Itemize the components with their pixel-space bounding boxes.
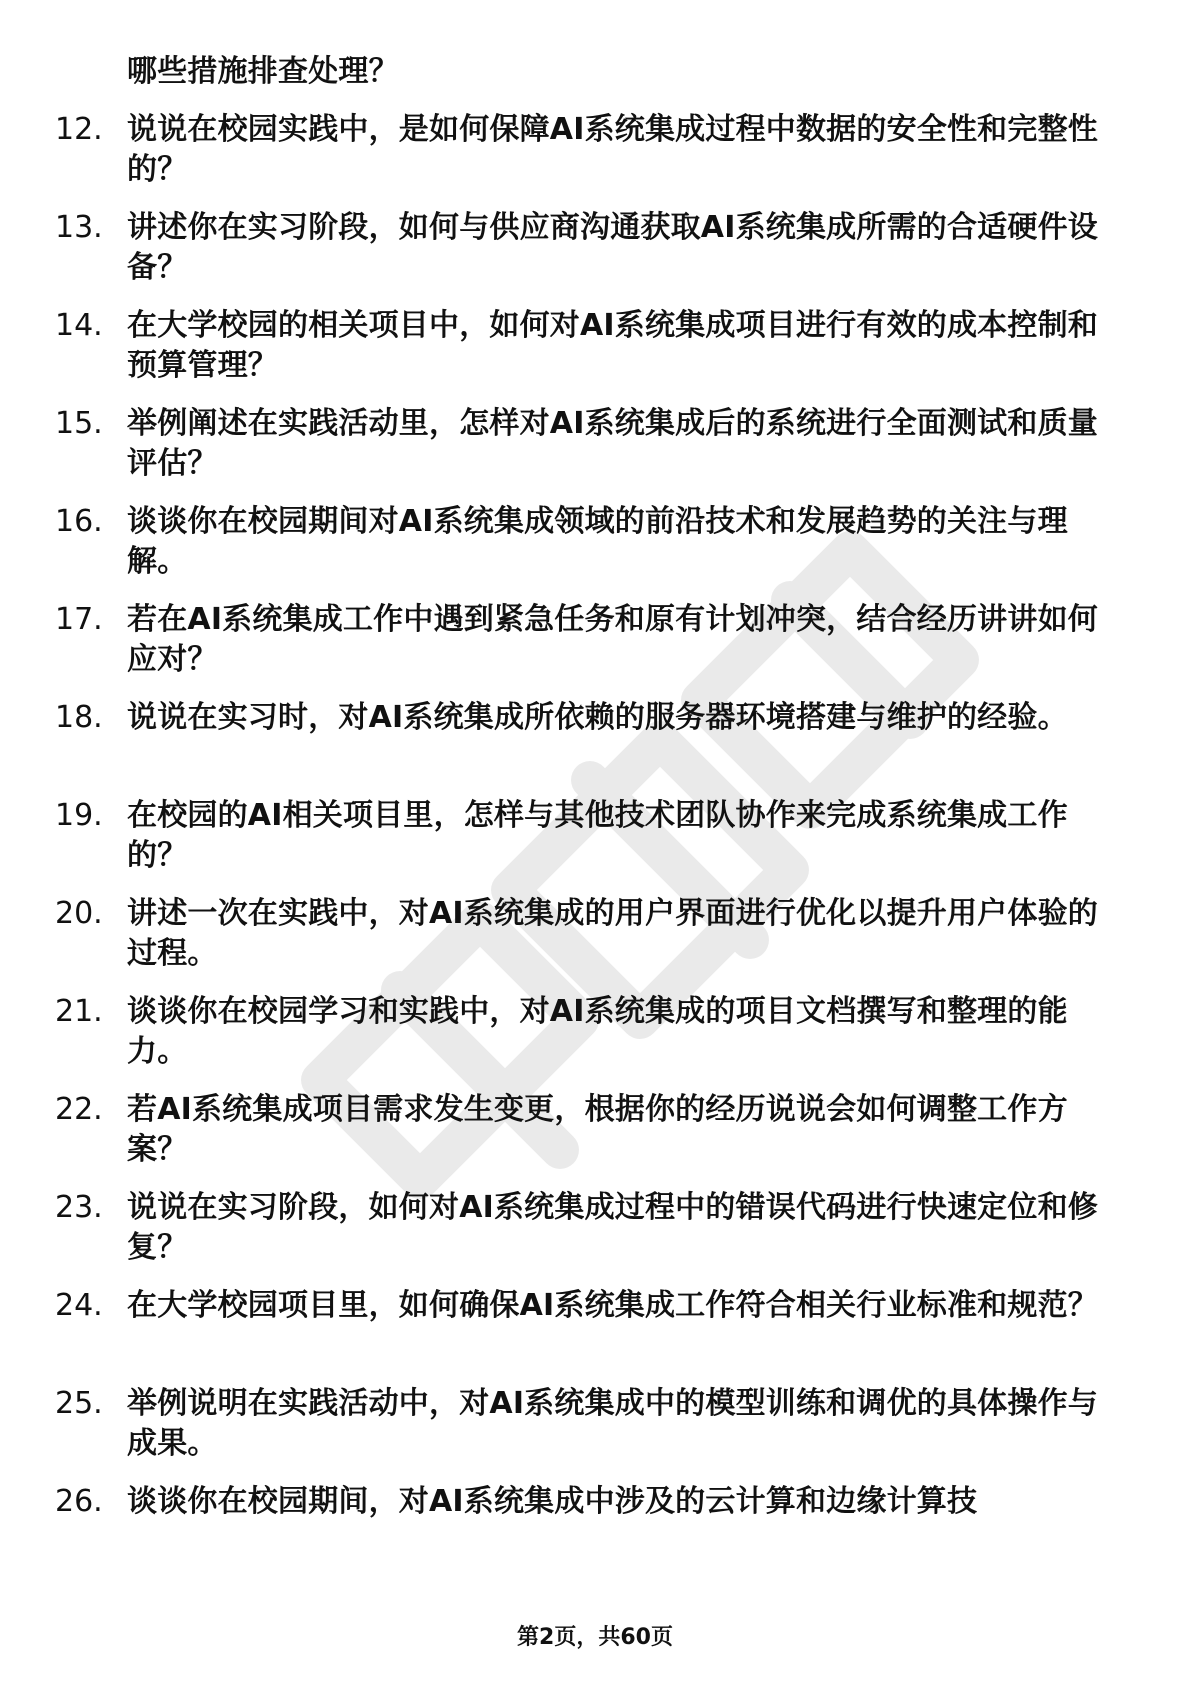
question-number: 21. (55, 994, 103, 1029)
question-number: 20. (55, 896, 103, 931)
question-text: 若AI系统集成项目需求发生变更，根据你的经历说说会如何调整工作方案？ (127, 1092, 1068, 1167)
question-item (55, 1384, 1115, 1464)
question-item (55, 404, 1115, 484)
question-number: 12. (55, 112, 103, 147)
question-number: 17. (55, 602, 103, 637)
question-text: 举例阐述在实践活动里，怎样对AI系统集成后的系统进行全面测试和质量评估？ (127, 406, 1098, 481)
question-item (55, 992, 1115, 1072)
question-number: 22. (55, 1092, 103, 1127)
question-text: 举例说明在实践活动中，对AI系统集成中的模型训练和调优的具体操作与成果。 (127, 1386, 1098, 1461)
continued-question-text: 哪些措施排查处理？ (127, 54, 399, 89)
question-text: 说说在实习时，对AI系统集成所依赖的服务器环境搭建与维护的经验。 (127, 700, 1068, 735)
question-text: 谈谈你在校园期间对AI系统集成领域的前沿技术和发展趋势的关注与理解。 (127, 504, 1068, 579)
question-text: 讲述你在实习阶段，如何与供应商沟通获取AI系统集成所需的合适硬件设备？ (127, 210, 1098, 285)
question-number: 13. (55, 210, 103, 245)
page-footer: 第2页，共60页 (517, 1625, 673, 1650)
question-text: 说说在实习阶段，如何对AI系统集成过程中的错误代码进行快速定位和修复？ (127, 1190, 1098, 1265)
question-number: 25. (55, 1386, 103, 1421)
question-text: 在校园的AI相关项目里，怎样与其他技术团队协作来完成系统集成工作的？ (127, 798, 1068, 873)
question-number: 18. (55, 700, 103, 735)
question-number: 19. (55, 798, 103, 833)
question-item (55, 306, 1115, 386)
question-item (55, 1188, 1115, 1268)
question-item (55, 110, 1115, 190)
question-item (55, 600, 1115, 680)
question-text: 谈谈你在校园学习和实践中，对AI系统集成的项目文档撰写和整理的能力。 (127, 994, 1068, 1069)
question-item (55, 1286, 1115, 1366)
question-number: 26. (55, 1484, 103, 1519)
question-text: 讲述一次在实践中，对AI系统集成的用户界面进行优化以提升用户体验的过程。 (127, 896, 1098, 971)
question-item (55, 698, 1115, 778)
question-number: 14. (55, 308, 103, 343)
question-number: 15. (55, 406, 103, 441)
question-text: 谈谈你在校园期间，对AI系统集成中涉及的云计算和边缘计算技 (127, 1484, 978, 1519)
continued-question-line (55, 52, 1115, 92)
question-text: 在大学校园项目里，如何确保AI系统集成工作符合相关行业标准和规范？ (127, 1288, 1098, 1323)
question-number: 23. (55, 1190, 103, 1225)
question-item (55, 208, 1115, 288)
question-text: 若在AI系统集成工作中遇到紧急任务和原有计划冲突，结合经历讲讲如何应对？ (127, 602, 1098, 677)
question-text: 说说在校园实践中，是如何保障AI系统集成过程中数据的安全性和完整性的？ (127, 112, 1098, 187)
question-item (55, 502, 1115, 582)
question-item (55, 796, 1115, 876)
question-number: 16. (55, 504, 103, 539)
question-list (55, 52, 1115, 1580)
question-text: 在大学校园的相关项目中，如何对AI系统集成项目进行有效的成本控制和预算管理？ (127, 308, 1098, 383)
question-item (55, 894, 1115, 974)
question-number: 24. (55, 1288, 103, 1323)
question-item (55, 1090, 1115, 1170)
question-item (55, 1482, 1115, 1562)
